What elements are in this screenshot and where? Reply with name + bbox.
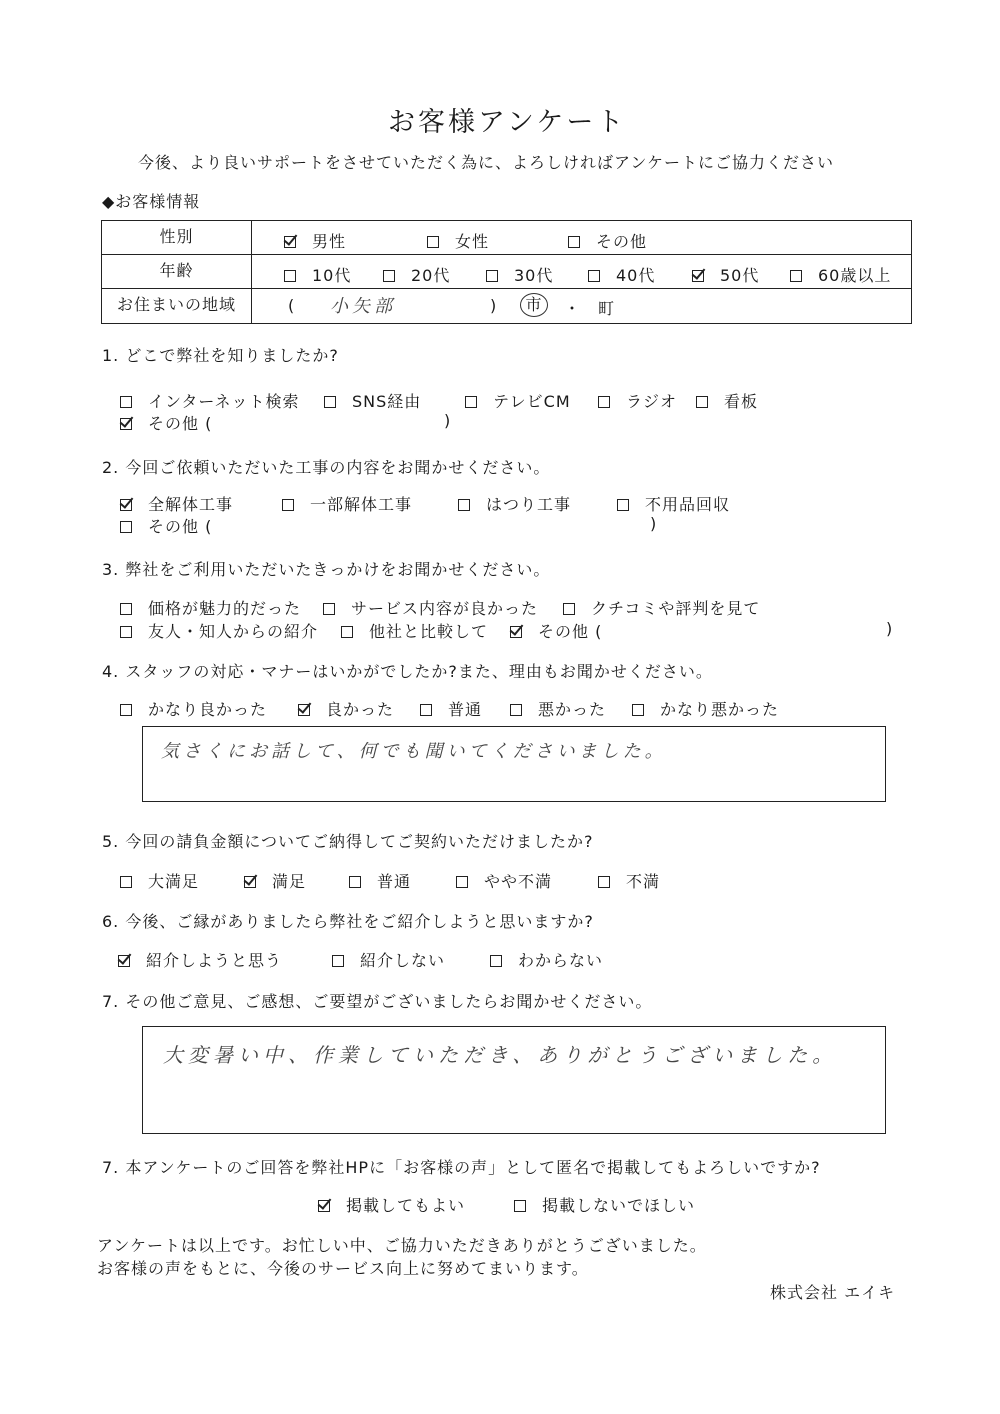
checkbox-icon[interactable] bbox=[120, 603, 132, 615]
checkbox-icon[interactable] bbox=[118, 955, 130, 967]
checkbox-icon[interactable] bbox=[588, 270, 600, 282]
checkbox-icon[interactable] bbox=[617, 499, 629, 511]
age-option-60plus[interactable]: 60歳以上 bbox=[790, 263, 891, 286]
company-name: 株式会社 エイキ bbox=[770, 1283, 896, 1302]
q1-option-sns[interactable]: SNS経由 bbox=[324, 389, 421, 412]
checkbox-icon[interactable] bbox=[324, 396, 336, 408]
q1-option-internet[interactable]: インターネット検索 bbox=[120, 389, 300, 412]
checkbox-icon[interactable] bbox=[332, 955, 344, 967]
q3-option-service[interactable]: サービス内容が良かった bbox=[323, 596, 538, 619]
q2-option-full-demolition[interactable]: 全解体工事 bbox=[120, 492, 233, 515]
q4-option-bad[interactable]: 悪かった bbox=[510, 697, 606, 720]
q2-question: 2. 今回ご依頼いただいた工事の内容をお聞かせください。 bbox=[102, 458, 551, 477]
q2-option-chipping[interactable]: はつり工事 bbox=[458, 492, 571, 515]
checkbox-icon[interactable] bbox=[510, 704, 522, 716]
customer-info-heading: ◆お客様情報 bbox=[102, 192, 201, 211]
checkbox-icon[interactable] bbox=[120, 704, 132, 716]
q2-option-junk-removal[interactable]: 不用品回収 bbox=[617, 492, 730, 515]
checkbox-icon[interactable] bbox=[298, 704, 310, 716]
checkbox-icon[interactable] bbox=[563, 603, 575, 615]
q6-option-unsure[interactable]: わからない bbox=[490, 948, 603, 971]
age-label: 年齢 bbox=[102, 255, 252, 288]
q3-option-other[interactable]: その他 ( bbox=[510, 619, 602, 642]
checkbox-icon[interactable] bbox=[598, 396, 610, 408]
q3-question: 3. 弊社をご利用いただいたきっかけをお聞かせください。 bbox=[102, 560, 551, 579]
q1-option-signboard[interactable]: 看板 bbox=[696, 389, 758, 412]
q3-other-close-paren: ) bbox=[886, 619, 893, 638]
q7-comment-text: 大変暑い中、作業していただき、ありがとうございました。 bbox=[163, 1043, 838, 1067]
q5-option-somewhat-dissatisfied[interactable]: やや不満 bbox=[456, 869, 552, 892]
region-town-option[interactable]: 町 bbox=[598, 299, 616, 318]
gender-option-other[interactable]: その他 bbox=[568, 229, 647, 252]
q4-comment-box[interactable] bbox=[142, 726, 886, 802]
q8-option-may-publish[interactable]: 掲載してもよい bbox=[318, 1193, 465, 1216]
checkbox-icon[interactable] bbox=[458, 499, 470, 511]
checkbox-icon[interactable] bbox=[120, 418, 132, 430]
customer-info-table bbox=[101, 220, 912, 324]
checkbox-icon[interactable] bbox=[490, 955, 502, 967]
q4-question: 4. スタッフの対応・マナーはいかがでしたか?また、理由もお聞かせください。 bbox=[102, 662, 713, 681]
checkbox-icon[interactable] bbox=[598, 876, 610, 888]
checkbox-icon[interactable] bbox=[568, 236, 580, 248]
checkbox-icon[interactable] bbox=[383, 270, 395, 282]
checkbox-icon[interactable] bbox=[420, 704, 432, 716]
q1-other-close-paren: ) bbox=[444, 411, 451, 430]
q5-option-average[interactable]: 普通 bbox=[349, 869, 411, 892]
checkbox-icon[interactable] bbox=[120, 396, 132, 408]
q1-option-other[interactable]: その他 ( bbox=[120, 411, 212, 434]
q2-option-other[interactable]: その他 ( bbox=[120, 514, 212, 537]
page-subtitle: 今後、より良いサポートをさせていただく為に、よろしければアンケートにご協力ください bbox=[138, 153, 835, 172]
q4-option-very-bad[interactable]: かなり悪かった bbox=[632, 697, 779, 720]
q2-other-close-paren: ) bbox=[650, 514, 657, 533]
q5-option-very-satisfied[interactable]: 大満足 bbox=[120, 869, 199, 892]
q5-question: 5. 今回の請負金額についてご納得してご契約いただけましたか? bbox=[102, 832, 594, 851]
q4-option-good[interactable]: 良かった bbox=[298, 697, 394, 720]
age-option-10s[interactable]: 10代 bbox=[284, 263, 351, 286]
gender-option-female[interactable]: 女性 bbox=[427, 229, 489, 252]
q8-option-do-not-publish[interactable]: 掲載しないでほしい bbox=[514, 1193, 695, 1216]
checkbox-icon[interactable] bbox=[318, 1200, 330, 1212]
checkbox-icon[interactable] bbox=[323, 603, 335, 615]
region-handwritten-value[interactable]: 小矢部 bbox=[330, 296, 396, 317]
q4-option-average[interactable]: 普通 bbox=[420, 697, 482, 720]
page-title: お客様アンケート bbox=[388, 107, 627, 138]
q1-option-radio[interactable]: ラジオ bbox=[598, 389, 677, 412]
age-option-50s[interactable]: 50代 bbox=[692, 263, 759, 286]
checkbox-icon[interactable] bbox=[790, 270, 802, 282]
age-row bbox=[102, 255, 911, 289]
age-option-20s[interactable]: 20代 bbox=[383, 263, 450, 286]
gender-option-male[interactable]: 男性 bbox=[284, 229, 346, 252]
region-row bbox=[102, 289, 911, 323]
q3-option-referral[interactable]: 友人・知人からの紹介 bbox=[120, 619, 318, 642]
age-option-30s[interactable]: 30代 bbox=[486, 263, 553, 286]
region-label: お住まいの地域 bbox=[102, 289, 252, 323]
checkbox-icon[interactable] bbox=[120, 626, 132, 638]
checkbox-icon[interactable] bbox=[282, 499, 294, 511]
q4-option-very-good[interactable]: かなり良かった bbox=[120, 697, 267, 720]
q3-option-comparison[interactable]: 他社と比較して bbox=[341, 619, 488, 642]
checkbox-icon[interactable] bbox=[284, 270, 296, 282]
q5-option-dissatisfied[interactable]: 不満 bbox=[598, 869, 660, 892]
checkbox-icon[interactable] bbox=[349, 876, 361, 888]
region-city-option[interactable] bbox=[520, 293, 548, 317]
gender-row bbox=[102, 221, 911, 255]
q4-comment-text: 気さくにお話して、何でも聞いてくださいました。 bbox=[161, 741, 667, 762]
checkbox-icon[interactable] bbox=[284, 236, 296, 248]
checkbox-icon[interactable] bbox=[456, 876, 468, 888]
region-dot: ・ bbox=[564, 299, 582, 318]
checkbox-icon[interactable] bbox=[632, 704, 644, 716]
checkbox-icon[interactable] bbox=[514, 1200, 526, 1212]
q6-option-would-not-refer[interactable]: 紹介しない bbox=[332, 948, 445, 971]
q6-option-would-refer[interactable]: 紹介しようと思う bbox=[118, 948, 282, 971]
q1-option-tvcm[interactable]: テレビCM bbox=[465, 389, 571, 412]
age-option-40s[interactable]: 40代 bbox=[588, 263, 655, 286]
circled-city: 市 bbox=[520, 293, 548, 317]
checkbox-icon[interactable] bbox=[692, 270, 704, 282]
q8-question: 7. 本アンケートのご回答を弊社HPに「お客様の声」として匿名で掲載してもよろしいですか? bbox=[102, 1158, 821, 1177]
gender-label: 性別 bbox=[102, 221, 252, 254]
region-open-paren: ( bbox=[288, 296, 295, 315]
q2-option-partial-demolition[interactable]: 一部解体工事 bbox=[282, 492, 412, 515]
checkbox-icon[interactable] bbox=[120, 499, 132, 511]
checkbox-icon[interactable] bbox=[465, 396, 477, 408]
q5-option-satisfied[interactable]: 満足 bbox=[244, 869, 306, 892]
q3-option-price[interactable]: 価格が魅力的だった bbox=[120, 596, 301, 619]
q7-question: 7. その他ご意見、ご感想、ご要望がございましたらお聞かせください。 bbox=[102, 992, 653, 1011]
checkbox-icon[interactable] bbox=[486, 270, 498, 282]
region-close-paren: ) bbox=[490, 296, 497, 315]
q1-question: 1. どこで弊社を知りましたか? bbox=[102, 346, 339, 365]
checkbox-icon[interactable] bbox=[510, 626, 522, 638]
q6-question: 6. 今後、ご縁がありましたら弊社をご紹介しようと思いますか? bbox=[102, 912, 594, 931]
checkbox-icon[interactable] bbox=[427, 236, 439, 248]
footer-thanks: アンケートは以上です。お忙しい中、ご協力いただきありがとうございました。 bbox=[97, 1236, 707, 1255]
checkbox-icon[interactable] bbox=[120, 521, 132, 533]
checkbox-icon[interactable] bbox=[696, 396, 708, 408]
footer-message: お客様の声をもとに、今後のサービス向上に努めてまいります。 bbox=[97, 1259, 589, 1278]
checkbox-icon[interactable] bbox=[244, 876, 256, 888]
q3-option-reviews[interactable]: クチコミや評判を見て bbox=[563, 596, 760, 619]
q7-comment-box[interactable] bbox=[142, 1026, 886, 1134]
checkbox-icon[interactable] bbox=[341, 626, 353, 638]
checkbox-icon[interactable] bbox=[120, 876, 132, 888]
